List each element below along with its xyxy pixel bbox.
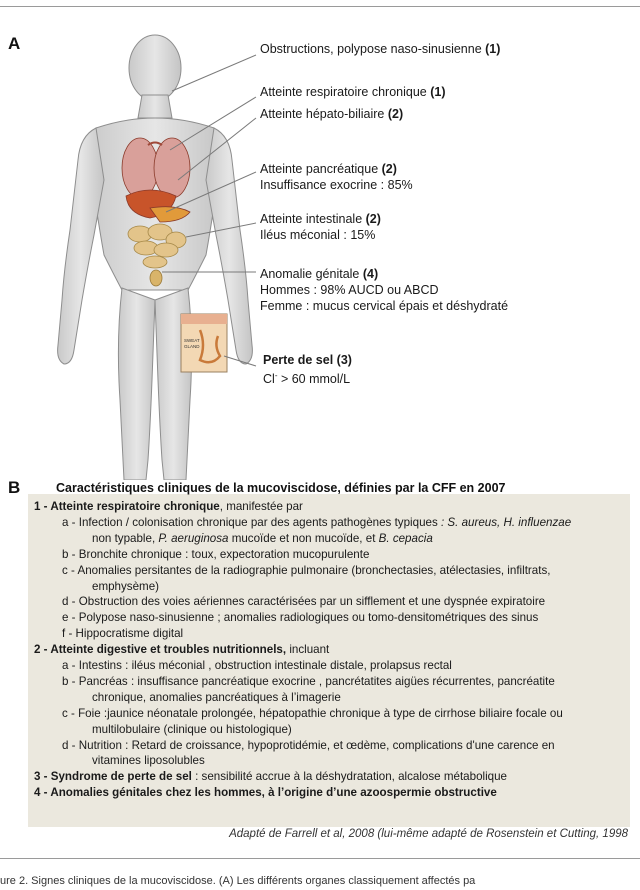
criteria-text: a - Infection / colonisation chronique par des agents pathogènes typiques	[62, 515, 441, 529]
criteria-text: f - Hippocratisme digital	[62, 627, 184, 641]
label-genital	[260, 266, 508, 314]
label-gen-sub1: Hommes : 98% AUCD ou ABCD	[260, 283, 439, 297]
criteria-continuation	[92, 753, 205, 768]
skin-inset	[181, 314, 227, 372]
criteria-item	[62, 547, 369, 562]
label-nasal-num: (1)	[485, 42, 501, 56]
label-panc-sub: Insuffisance exocrine : 85%	[260, 178, 413, 192]
criteria-text: e - Polypose naso-sinusienne ; anomalies radiologiques ou tomo-densitométriques des sinus	[62, 611, 539, 625]
criteria-item	[62, 594, 545, 609]
criteria-category	[34, 785, 497, 800]
label-resp-text: Atteinte respiratoire chronique	[260, 85, 427, 99]
criteria-italic: : S. aureus, H. influenzae	[440, 515, 572, 529]
label-salt	[263, 352, 352, 387]
label-int-num: (2)	[365, 212, 381, 226]
criteria-item	[62, 626, 183, 641]
label-salt-cl: Cl	[263, 372, 275, 387]
criteria-text: multilobulaire (clinique ou histologique)	[92, 722, 292, 736]
criteria-item	[62, 674, 555, 689]
svg-text:SWEAT: SWEAT	[184, 338, 200, 343]
criteria-continuation	[92, 531, 433, 546]
criteria-text: d - Obstruction des voies aériennes caractérisées par un sifflement et une dyspnée expiratoire	[62, 595, 546, 609]
label-nasal	[260, 41, 500, 57]
criteria-bold: 3 - Syndrome de perte de sel	[34, 770, 192, 784]
label-salt-text: Perte de sel (3)	[263, 353, 352, 367]
criteria-text: chronique, anomalies pancréatiques à l’imagerie	[92, 690, 341, 704]
label-hep-text: Atteinte hépato-biliaire	[260, 107, 385, 121]
criteria-text: vitamines liposolubles	[92, 754, 205, 768]
criteria-bold: 2 - Atteinte digestive et troubles nutritionnels,	[34, 643, 287, 657]
criteria-italic2: B. cepacia	[378, 531, 433, 545]
label-gen-num: (4)	[362, 267, 379, 281]
citation: Adapté de Farrell et al, 2008 (lui-même adapté de Rosenstein et Cutting, 1998	[229, 828, 628, 840]
criteria-continuation	[92, 579, 159, 594]
bottom-rule	[0, 858, 640, 859]
criteria-rest: : sensibilité accrue à la déshydratation, alcalose métabolique	[191, 770, 508, 784]
criteria-item	[62, 706, 563, 721]
figure-caption: ure 2. Signes cliniques de la mucoviscidose. (A) Les différents organes classiquement affectés pa	[0, 875, 476, 887]
label-int-text: Atteinte intestinale	[260, 212, 363, 226]
criteria-continuation	[92, 722, 292, 737]
svg-text:GLAND: GLAND	[184, 344, 200, 349]
criteria-category	[34, 642, 329, 657]
criteria-category	[34, 499, 303, 514]
label-pancreatic	[260, 161, 413, 193]
criteria-category	[34, 769, 507, 784]
label-hep-num: (2)	[387, 107, 404, 121]
label-nasal-text: Obstructions, polypose naso-sinusienne	[260, 42, 482, 56]
criteria-text: a - Intestins : iléus méconial , obstruction intestinale distale, prolapsus rectal	[62, 659, 452, 672]
label-intestinal	[260, 211, 381, 243]
panel-a-letter: A	[8, 34, 21, 53]
criteria-text: non typable,	[92, 531, 159, 545]
label-resp-num: (1)	[430, 85, 446, 99]
criteria-bold: 4 - Anomalies génitales chez les hommes, à l’origine d’une azoospermie obstructive	[34, 786, 497, 800]
criteria-text: b - Bronchite chronique : toux, expectoration mucopurulente	[62, 547, 370, 561]
panel-b-letter: B	[8, 478, 21, 497]
criteria-item	[62, 738, 555, 753]
criteria-text: d - Nutrition : Retard de croissance, hypoprotidémie, et œdème, complications d'une carence en	[62, 738, 555, 752]
label-panc-num: (2)	[381, 162, 397, 176]
criteria-text: b - Pancréas : insuffisance pancréatique exocrine , pancrétatites aigües récurrentes, pancréatite	[62, 674, 555, 688]
criteria-rest: , manifestée par	[219, 500, 303, 513]
criteria-text: emphysème)	[92, 579, 160, 593]
criteria-rest: mucoïde et non mucoïde, et	[228, 531, 379, 545]
label-gen-text: Anomalie génitale	[260, 267, 360, 281]
criteria-italic: P. aeruginosa	[158, 531, 229, 545]
criteria-continuation	[92, 690, 341, 705]
criteria-item	[62, 658, 452, 673]
criteria-text: c - Foie :jaunice néonatale prolongée, hépatopathie chronique à type de cirrhose biliaire focale ou	[62, 706, 563, 720]
label-gen-sub2: Femme : mucus cervical épais et déshydraté	[260, 299, 509, 313]
criteria-rest: incluant	[286, 643, 330, 657]
criteria-item	[62, 610, 538, 625]
label-respiratory	[260, 84, 446, 100]
label-salt-sup: -	[274, 371, 278, 380]
criteria-item	[62, 563, 550, 578]
label-int-sub: Iléus méconial : 15%	[260, 228, 376, 242]
label-hepatic	[260, 106, 403, 122]
criteria-text: c - Anomalies persitantes de la radiographie pulmonaire (bronchectasies, atélectasies, infiltrats,	[62, 563, 551, 577]
label-panc-text: Atteinte pancréatique	[260, 162, 379, 176]
label-salt-rest: > 60 mmol/L	[277, 372, 351, 387]
criteria-bold: 1 - Atteinte respiratoire chronique	[34, 500, 220, 513]
criteria-title: Caractéristiques cliniques de la mucoviscidose, définies par la CFF en 2007	[56, 481, 506, 495]
criteria-item	[62, 515, 571, 530]
